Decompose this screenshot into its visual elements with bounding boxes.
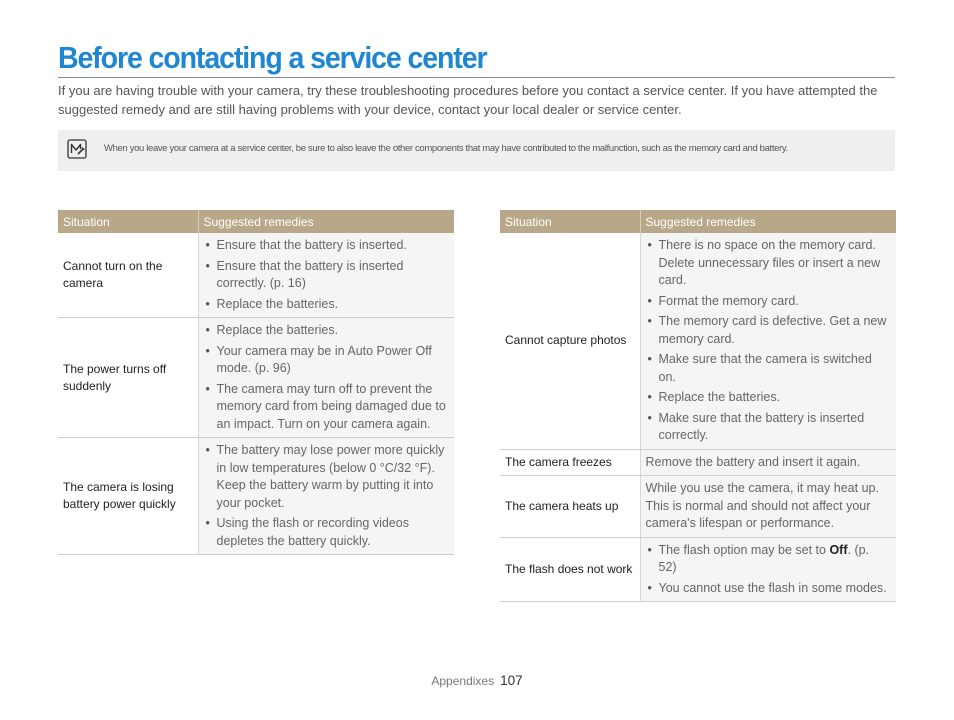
remedy-item: • Using the flash or recording videos depletes the battery quickly.	[204, 515, 449, 550]
remedy-item: • Format the memory card.	[646, 293, 891, 311]
remedy-item: • Make sure that the camera is switched on.	[646, 351, 891, 386]
remedies-cell	[640, 537, 896, 602]
remedy-item: • Replace the batteries.	[646, 389, 891, 407]
table-header-row	[58, 210, 454, 233]
situation-cell: The camera freezes	[500, 449, 640, 476]
table-row	[500, 537, 896, 602]
header-suggested-remedies: Suggested remedies	[640, 210, 896, 233]
remedy-item: • Replace the batteries.	[204, 322, 449, 340]
remedy-item: • Replace the batteries.	[204, 296, 449, 314]
remedy-item: • You cannot use the flash in some modes.	[646, 580, 891, 598]
remedies-cell	[198, 438, 454, 555]
remedy-item: • The battery may lose power more quickly in low temperatures (below 0 °C/32 °F). Keep the battery warm by putting it into your pocket.	[204, 442, 449, 512]
situation-cell: The camera is losing battery power quickly	[58, 438, 198, 555]
footer-section: Appendixes	[431, 674, 495, 688]
note-box	[58, 130, 895, 171]
remedy-item: • There is no space on the memory card. Delete unnecessary files or insert a new card.	[646, 237, 891, 290]
remedy-text: The flash option may be set to	[658, 542, 830, 557]
remedy-text: . (p. 52)	[658, 542, 870, 574]
intro-paragraph: If you are having trouble with your camera, try these troubleshooting procedures before you contact a service center. If you have attempted the suggested remedy and are still having problems with your device, contact your local dealer or service center.	[58, 83, 878, 117]
remedy-item: • Ensure that the battery is inserted.	[204, 237, 449, 255]
page-title: Before contacting a service center	[58, 40, 487, 75]
table-header-row	[500, 210, 896, 233]
remedies-cell: Remove the battery and insert it again.	[640, 449, 896, 476]
page-number: 107	[500, 673, 523, 688]
remedy-item: • Make sure that the battery is inserted correctly.	[646, 410, 891, 445]
remedy-item: • Your camera may be in Auto Power Off mode. (p. 96)	[204, 343, 449, 378]
remedy-item: • The memory card is defective. Get a new memory card.	[646, 313, 891, 348]
remedy-item: • Ensure that the battery is inserted correctly. (p. 16)	[204, 258, 449, 293]
table-row	[500, 233, 896, 449]
flash-off-label: Off	[829, 542, 848, 557]
header-suggested-remedies: Suggested remedies	[198, 210, 454, 233]
remedies-cell: While you use the camera, it may heat up. This is normal and should not affect your camera's lifespan or performance.	[640, 476, 896, 538]
remedies-cell	[198, 233, 454, 318]
page-footer	[0, 673, 954, 688]
situation-cell: Cannot turn on the camera	[58, 233, 198, 318]
situation-cell: The power turns off suddenly	[58, 318, 198, 438]
pencil-note-icon	[67, 139, 87, 159]
remedy-item	[646, 542, 891, 577]
table-row	[58, 318, 454, 438]
situation-cell: Cannot capture photos	[500, 233, 640, 449]
right-remedies-table	[500, 210, 896, 602]
remedy-item: • The camera may turn off to prevent the memory card from being damaged due to an impact. Turn on your camera again.	[204, 381, 449, 434]
situation-cell: The flash does not work	[500, 537, 640, 602]
table-row	[500, 449, 896, 476]
table-row	[58, 233, 454, 318]
situation-cell: The camera heats up	[500, 476, 640, 538]
note-text: When you leave your camera at a service center, be sure to also leave the other components that may have contributed to the malfunction, such as the memory card and battery.	[104, 143, 788, 154]
table-row	[58, 438, 454, 555]
table-row	[500, 476, 896, 538]
title-divider	[58, 77, 895, 78]
remedies-cell	[640, 233, 896, 449]
header-situation: Situation	[500, 210, 640, 233]
left-remedies-table	[58, 210, 454, 555]
remedies-cell	[198, 318, 454, 438]
header-situation: Situation	[58, 210, 198, 233]
